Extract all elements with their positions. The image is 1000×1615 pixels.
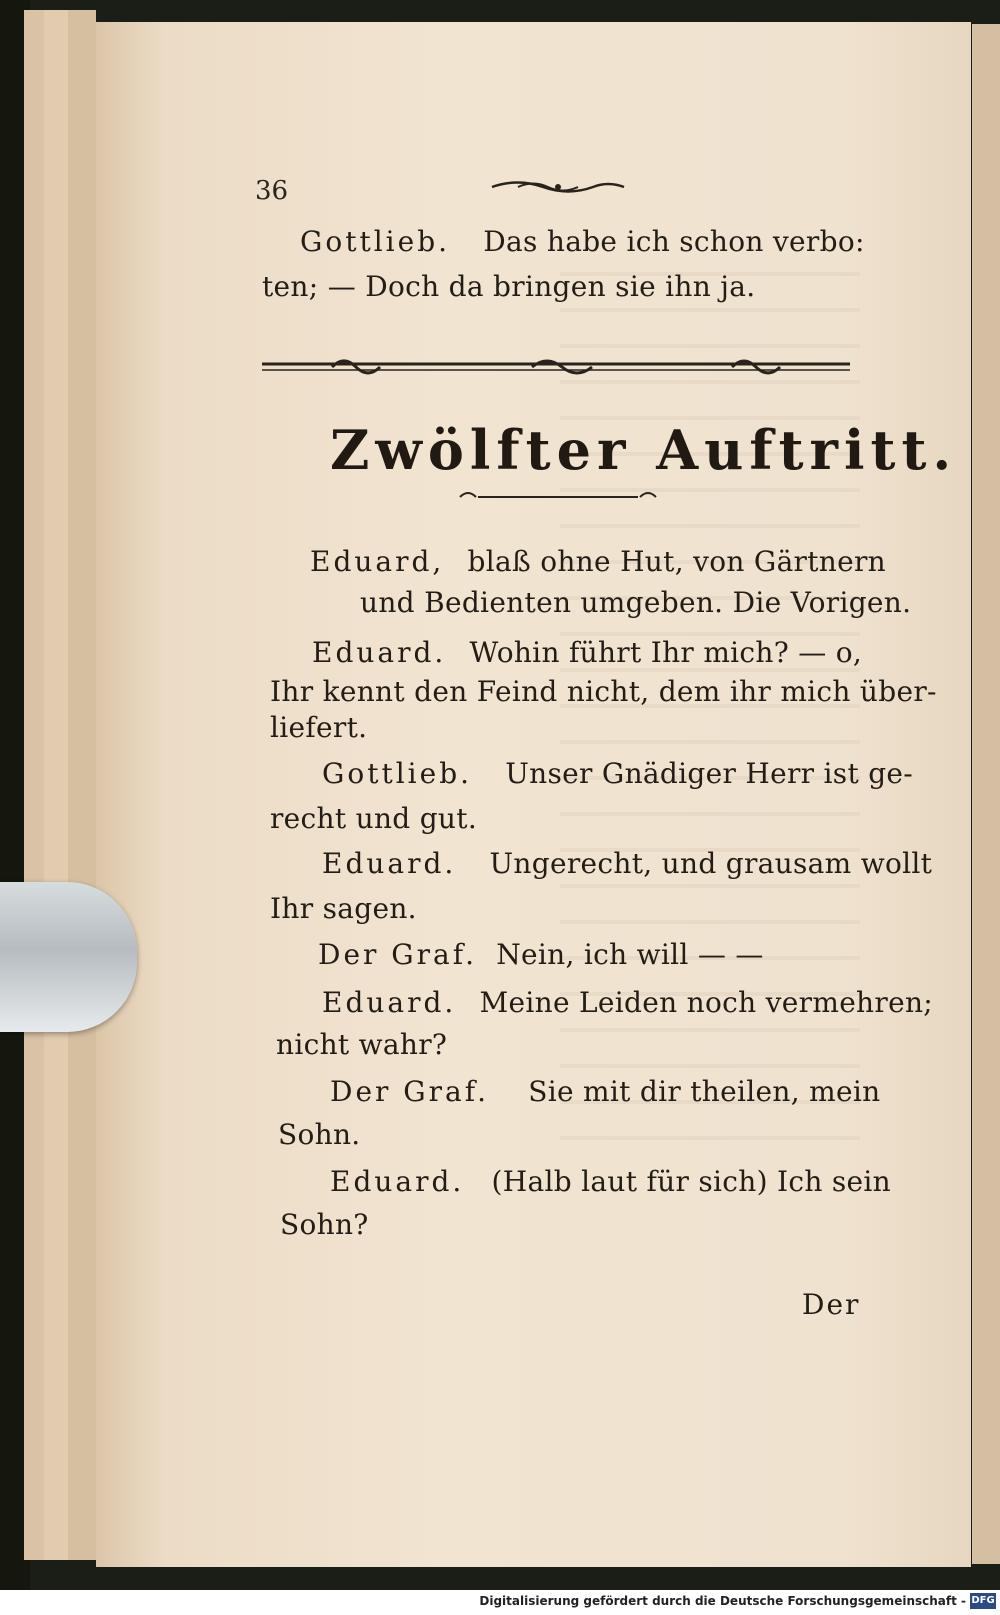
dialogue: Wohin führt Ihr mich? — o,: [469, 636, 863, 669]
dialogue: ten; — Doch da bringen sie ihn ja.: [262, 270, 756, 303]
text-line: [318, 938, 764, 971]
header-ornament: [488, 176, 628, 198]
text-line: [270, 675, 937, 708]
dialogue: liefert.: [270, 711, 368, 744]
dialogue: nicht wahr?: [276, 1028, 448, 1061]
speaker: Der Graf.: [330, 1075, 490, 1108]
text-line: [278, 1118, 361, 1151]
dialogue: (Halb laut für sich) Ich sein: [491, 1165, 892, 1198]
scene-heading: Zwölfter Auftritt.: [330, 418, 958, 482]
text-line: [280, 1208, 369, 1241]
facing-page-edge: [972, 24, 1000, 1564]
text-line: [262, 270, 755, 303]
page-edge: [24, 10, 44, 1560]
dialogue: Sohn?: [280, 1208, 369, 1241]
dialogue: Unser Gnädiger Herr ist ge-: [505, 757, 914, 790]
text-line: [322, 847, 932, 880]
heading-rule-ornament: [458, 487, 658, 507]
dialogue: Meine Leiden noch vermehren;: [479, 986, 934, 1019]
text-line: [270, 802, 477, 835]
page-holder-clip: [0, 882, 137, 1032]
speaker: Gottlieb.: [322, 757, 473, 790]
text-line: [330, 1165, 891, 1198]
stage-text: blaß ohne Hut, von Gärtnern: [467, 545, 887, 578]
speaker: Der Graf.: [318, 938, 478, 971]
funding-credit: Digitalisierung gefördert durch die Deutsche Forschungsgemeinschaft -: [479, 1594, 966, 1608]
page-edge: [44, 10, 68, 1560]
dialogue: Nein, ich will — —: [496, 938, 764, 971]
text-line: [270, 711, 367, 744]
dfg-logo: DFG: [970, 1593, 996, 1609]
dialogue: Das habe ich schon verbo:: [483, 225, 865, 258]
footer-bar: [0, 1590, 1000, 1615]
speaker: Eduard.: [322, 986, 457, 1019]
stage-text: und Bedienten umgeben. Die Vorigen.: [360, 586, 912, 619]
text-line: [312, 636, 862, 669]
text-line: [322, 757, 913, 790]
page-edge: [68, 10, 96, 1560]
speaker: Eduard,: [310, 545, 445, 578]
dialogue: Sohn.: [278, 1118, 361, 1151]
stage-direction: [360, 586, 911, 619]
dialogue: Ihr sagen.: [270, 892, 417, 925]
text-line: [322, 986, 933, 1019]
dialogue: Ihr kennt den Feind nicht, dem ihr mich über-: [270, 675, 937, 708]
text-line: [300, 225, 865, 258]
text-line: [330, 1075, 880, 1108]
stage-direction: [310, 545, 886, 578]
section-divider-ornament: [262, 354, 850, 380]
speaker: Gottlieb.: [300, 225, 451, 258]
dialogue: Sie mit dir theilen, mein: [528, 1075, 881, 1108]
dialogue: Ungerecht, und grausam wollt: [489, 847, 933, 880]
dialogue: recht und gut.: [270, 802, 478, 835]
speaker: Eduard.: [312, 636, 447, 669]
speaker: Eduard.: [330, 1165, 465, 1198]
text-line: [270, 892, 417, 925]
text-line: [276, 1028, 447, 1061]
page-number: 36: [255, 176, 289, 206]
catchword: Der: [802, 1288, 861, 1321]
speaker: Eduard.: [322, 847, 457, 880]
